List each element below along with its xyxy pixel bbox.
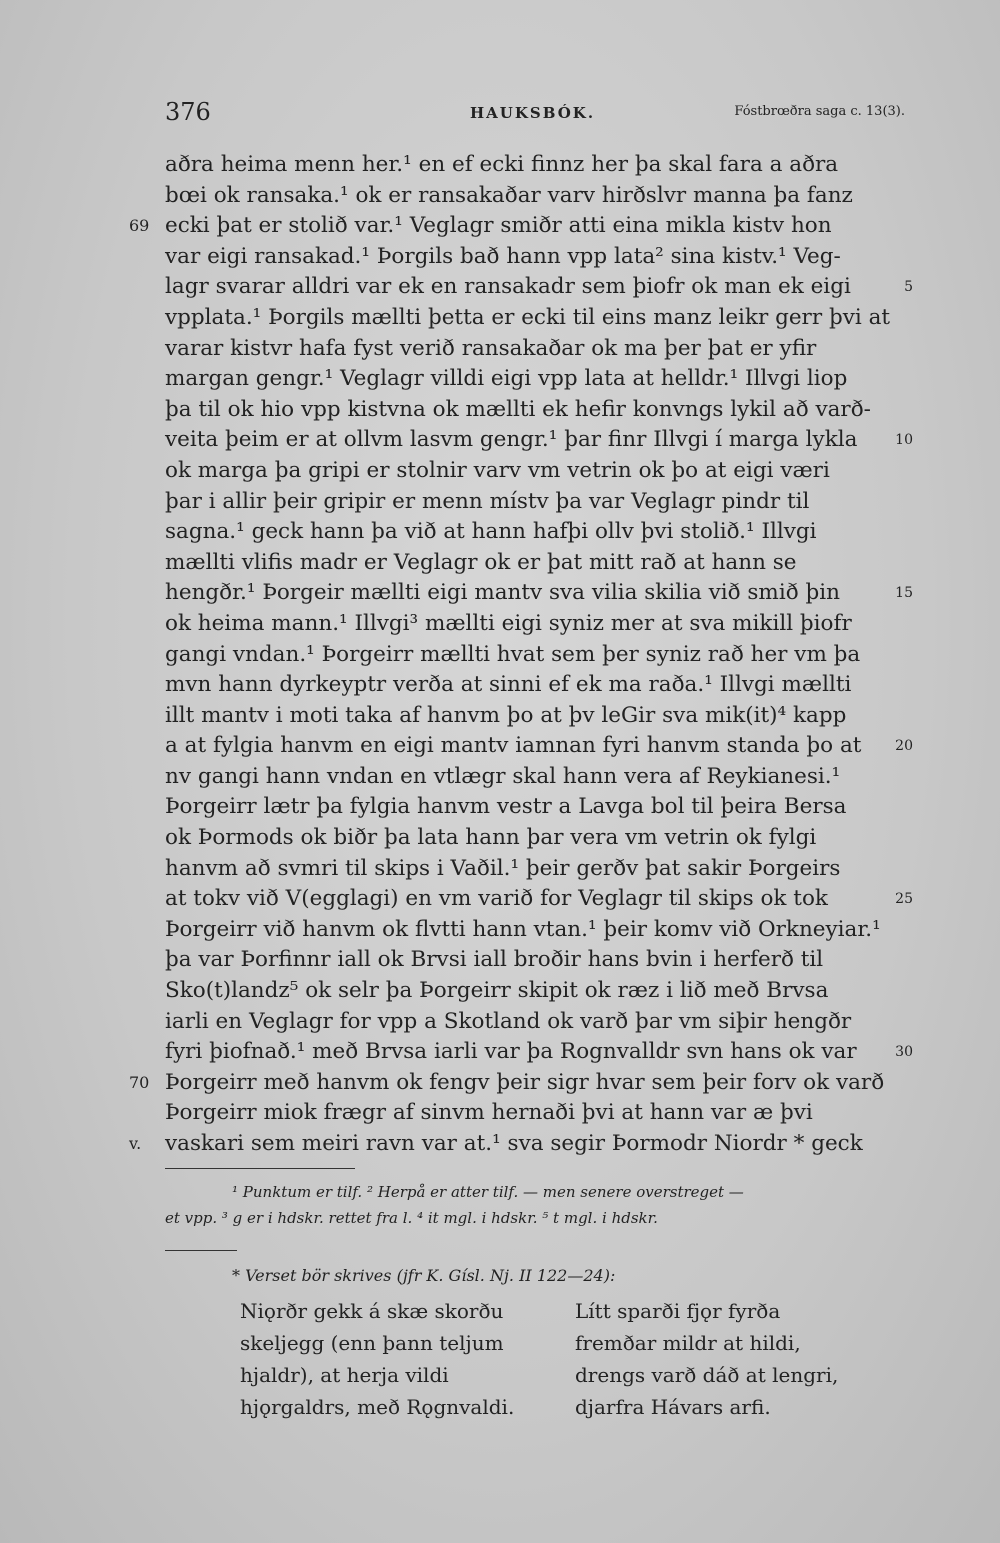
text-line	[165, 945, 905, 976]
line-text: ecki þat er stolið var.¹ Veglagr smiðr atti eina mikla kistv hon	[165, 213, 832, 239]
line-text: þar i allir þeir gripir er menn místv þa var Veglagr pindr til	[165, 488, 810, 514]
text-line	[165, 762, 905, 793]
text-line	[165, 670, 905, 701]
verse-line: drengs varð dáð at lengri,	[575, 1363, 839, 1387]
line-text: at tokv við V(egglagi) en vm varið for Veglagr til skips ok tok	[165, 886, 828, 912]
text-line	[165, 1007, 905, 1038]
text-line	[165, 1037, 913, 1068]
line-text: hengðr.¹ Þorgeir mællti eigi mantv sva vilia skilia við smið þin	[165, 580, 840, 606]
text-line	[165, 456, 905, 487]
line-text: var eigi ransakad.¹ Þorgils bað hann vpp lata² sina kistv.¹ Veg-	[165, 243, 841, 269]
text-line	[165, 425, 913, 456]
line-text: bœi ok ransaka.¹ ok er ransakaðar varv hirðslvr manna þa fanz	[165, 182, 853, 208]
line-text: iarli en Veglagr for vpp a Skotland ok varð þar vm siþir hengðr	[165, 1008, 852, 1034]
line-text: fyri þiofnað.¹ með Brvsa iarli var þa Rognvalldr svn hans ok var	[165, 1039, 857, 1065]
text-line	[165, 792, 905, 823]
line-text: aðra heima menn her.¹ en ef ecki finnz her þa skal fara a aðra	[165, 152, 839, 177]
text-line	[165, 731, 913, 762]
footnote-line: ¹ Punktum er tilf. ² Herpå er atter tilf. — men senere overstreget —	[232, 1183, 744, 1201]
verse-line: Niǫrðr gekk á skæ skorðu	[240, 1299, 504, 1323]
verse-stanza-right	[575, 1295, 838, 1423]
margin-number-left: 70	[129, 1072, 150, 1092]
text-line	[165, 915, 905, 946]
footnote-rule	[165, 1168, 355, 1169]
text-line	[165, 334, 905, 365]
line-text: ok heima mann.¹ Illvgi³ mællti eigi syniz mer at sva mikill þiofr	[165, 610, 852, 636]
text-line	[165, 1098, 905, 1129]
line-text: mvn hann dyrkeyptr verða at sinni ef ek ma raða.¹ Illvgi mællti	[165, 672, 852, 698]
verse-line: hjǫrgaldrs, með Rǫgnvaldi.	[240, 1395, 515, 1419]
verse-line: hjaldr), at herja vildi	[240, 1363, 449, 1387]
line-text: Þorgeirr miok frægr af sinvm hernaði þvi at hann var æ þvi	[165, 1100, 813, 1126]
line-text: gangi vndan.¹ Þorgeirr mællti hvat sem þer syniz rað her vm þa	[165, 641, 861, 667]
line-text: ok Þormods ok biðr þa lata hann þar vera vm vetrin ok fylgi	[165, 825, 817, 851]
line-text: þa til ok hio vpp kistvna ok mællti ek hefir konvngs lykil að varð-	[165, 396, 871, 422]
text-line	[165, 242, 905, 273]
text-line	[165, 364, 905, 395]
line-number-right: 25	[895, 891, 913, 908]
line-text: mællti vlifis madr er Veglagr ok er þat mitt rað at hann se	[165, 549, 797, 575]
running-title: HAUKSBÓK.	[470, 104, 596, 122]
text-line	[165, 272, 913, 303]
line-text: vaskari sem meiri ravn var at.¹ sva segir Þormodr Niordr * geck	[165, 1131, 863, 1156]
text-line	[165, 701, 905, 732]
verse-note: * Verset bör skrives (jfr K. Gísl. Nj. II 122—24):	[232, 1266, 616, 1285]
margin-number-left: 69	[129, 216, 150, 236]
page-number: 376	[165, 98, 211, 126]
verse-stanza-left	[240, 1295, 514, 1423]
verse-line: fremðar mildr at hildi,	[575, 1331, 801, 1355]
line-text: vpplata.¹ Þorgils mællti þetta er ecki til eins manz leikr gerr þvi at	[165, 304, 891, 330]
line-text: Þorgeirr lætr þa fylgia hanvm vestr a Lavga bol til þeira Bersa	[165, 794, 847, 820]
line-text: nv gangi hann vndan en vtlægr skal hann vera af Reykianesi.¹	[165, 763, 841, 789]
text-line	[129, 211, 905, 242]
footnote-line: et vpp. ³ g er i hdskr. rettet fra l. ⁴ it mgl. i hdskr. ⁵ t mgl. i hdskr.	[165, 1209, 658, 1227]
line-text: margan gengr.¹ Veglagr villdi eigi vpp lata at helldr.¹ Illvgi liop	[165, 366, 848, 392]
text-line	[165, 517, 905, 548]
text-line	[165, 181, 905, 212]
line-text: Sko(t)landz⁵ ok selr þa Þorgeirr skipit ok ræz i lið með Brvsa	[165, 978, 829, 1004]
text-line	[129, 1068, 905, 1099]
text-line	[165, 854, 905, 885]
text-line	[165, 640, 905, 671]
line-text: ok marga þa gripi er stolnir varv vm vetrin ok þo at eigi væri	[165, 457, 830, 483]
line-text: sagna.¹ geck hann þa við at hann hafþi ollv þvi stolið.¹ Illvgi	[165, 519, 817, 545]
line-text: Þorgeirr með hanvm ok fengv þeir sigr hvar sem þeir forv ok varð	[165, 1069, 885, 1095]
text-line	[165, 884, 913, 915]
line-text: illt mantv i moti taka af hanvm þo at þv leGir sva mik(it)⁴ kapp	[165, 702, 847, 728]
line-number-right: 10	[895, 432, 913, 449]
text-line	[129, 1129, 905, 1160]
line-number-right: 5	[904, 279, 913, 296]
line-text: hanvm að svmri til skips i Vaðil.¹ þeir gerðv þat sakir Þorgeirs	[165, 855, 841, 881]
line-number-right: 20	[895, 738, 913, 755]
verse-rule	[165, 1250, 237, 1251]
text-line	[165, 578, 913, 609]
line-text: Þorgeirr við hanvm ok flvtti hann vtan.¹ þeir komv við Orkneyiar.¹	[165, 916, 881, 942]
text-line	[165, 487, 905, 518]
margin-number-left: v.	[129, 1134, 142, 1153]
line-number-right: 15	[895, 585, 913, 602]
page-header	[165, 98, 905, 138]
text-line	[165, 150, 905, 181]
main-text	[129, 150, 913, 1160]
line-text: varar kistvr hafa fyst verið ransakaðar ok ma þer þat er yfir	[165, 335, 817, 361]
line-text: veita þeim er at ollvm lasvm gengr.¹ þar finr Illvgi í marga lykla	[165, 427, 858, 453]
verse-line: djarfra Hávars arfi.	[575, 1395, 771, 1419]
text-line	[165, 395, 905, 426]
text-line	[165, 823, 905, 854]
text-line	[165, 976, 905, 1007]
verse-line: Lítt sparði fjǫr fyrða	[575, 1299, 781, 1323]
section-reference: Fóstbrœðra saga c. 13(3).	[734, 104, 905, 119]
line-text: þa var Þorfinnr iall ok Brvsi iall broðir hans bvin i herferð til	[165, 947, 824, 973]
text-line	[165, 609, 905, 640]
text-line	[165, 303, 905, 334]
line-text: a at fylgia hanvm en eigi mantv iamnan fyri hanvm standa þo at	[165, 733, 862, 759]
line-text: lagr svarar alldri var ek en ransakadr sem þiofr ok man ek eigi	[165, 274, 851, 300]
line-number-right: 30	[895, 1044, 913, 1061]
verse-line: skeljegg (enn þann teljum	[240, 1331, 504, 1355]
text-line	[165, 548, 905, 579]
